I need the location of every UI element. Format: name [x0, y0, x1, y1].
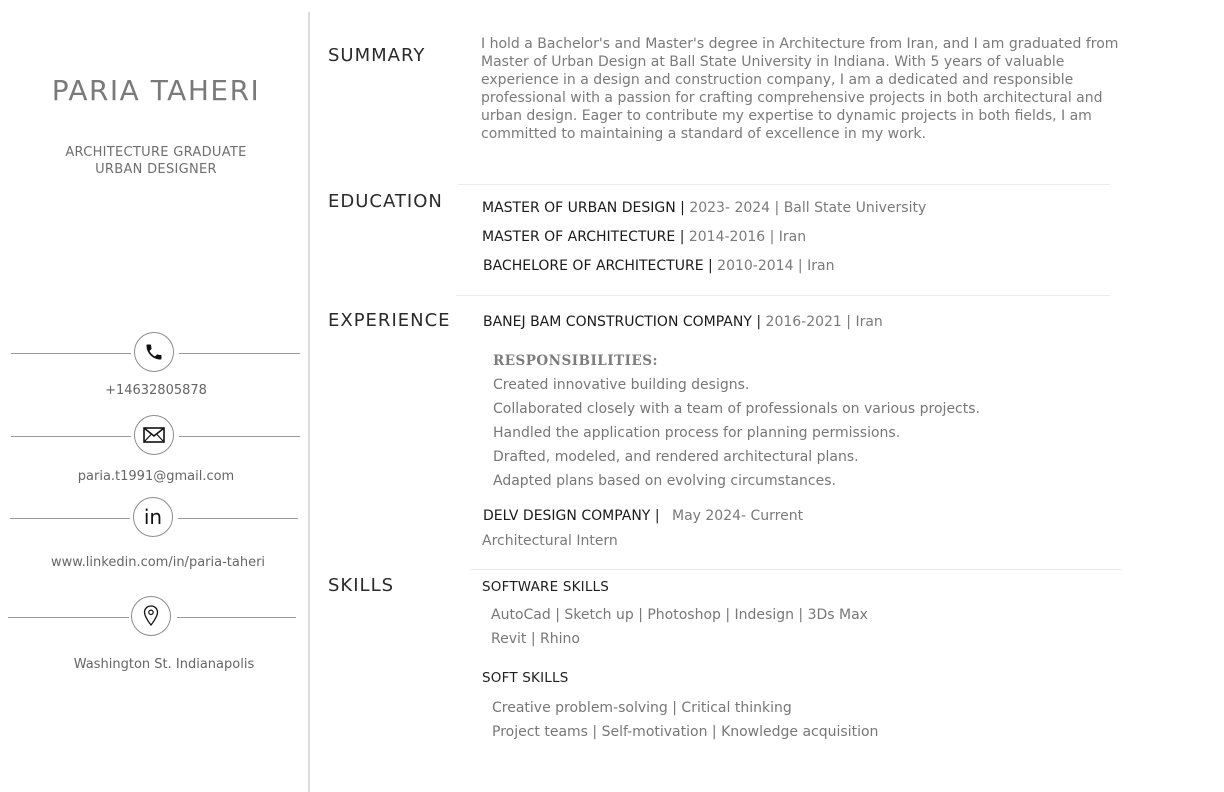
- separator: |: [756, 314, 762, 330]
- job-role: Architectural Intern: [482, 533, 618, 549]
- degree-details: 2014-2016 | Iran: [688, 229, 807, 245]
- linkedin-line-right: [178, 518, 298, 519]
- email-icon-circle[interactable]: [134, 415, 174, 455]
- soft-skills-line: Creative problem-solving | Critical thinking: [492, 700, 792, 716]
- software-skills-line: AutoCad | Sketch up | Photoshop | Indesign | 3Ds Max: [491, 607, 868, 623]
- envelope-icon: [143, 427, 165, 443]
- email-line-right: [179, 436, 300, 437]
- linkedin-icon: in: [143, 505, 163, 529]
- soft-skills-heading: SOFT SKILLS: [482, 670, 569, 686]
- phone-line-right: [179, 353, 300, 354]
- software-skills-heading: SOFTWARE SKILLS: [482, 579, 610, 595]
- linkedin-url[interactable]: www.linkedin.com/in/paria-taheri: [50, 555, 266, 570]
- phone-icon: [144, 342, 164, 362]
- education-item: [483, 258, 834, 274]
- responsibility-item: Adapted plans based on evolving circumstances.: [493, 473, 836, 489]
- education-heading: EDUCATION: [328, 191, 443, 212]
- company-name: BANEJ BAM CONSTRUCTION COMPANY: [483, 314, 752, 330]
- degree-name: MASTER OF URBAN DESIGN: [482, 200, 676, 216]
- experience-heading: EXPERIENCE: [328, 310, 451, 331]
- address: Washington St. Indianapolis: [73, 657, 255, 672]
- divider-experience: [470, 569, 1122, 570]
- phone-line-left: [11, 353, 131, 354]
- location-line-left: [8, 617, 129, 618]
- location-pin-icon: [143, 605, 159, 627]
- degree-details: 2023- 2024 | Ball State University: [689, 200, 927, 216]
- job-details: 2016-2021 | Iran: [765, 314, 883, 330]
- location-icon-circle: [131, 596, 171, 636]
- degree-name: MASTER OF ARCHITECTURE: [482, 229, 676, 245]
- responsibility-item: Handled the application process for planning permissions.: [493, 425, 901, 441]
- sidebar-divider: [308, 12, 310, 792]
- job-title-1: ARCHITECTURE GRADUATE: [65, 145, 247, 160]
- divider-education: [456, 295, 1110, 296]
- job-entry: [483, 314, 883, 330]
- company-name: DELV DESIGN COMPANY: [483, 508, 651, 524]
- phone-icon-circle[interactable]: [134, 332, 174, 372]
- skills-heading: SKILLS: [328, 575, 395, 596]
- email-line-left: [11, 436, 131, 437]
- degree-details: 2010-2014 | Iran: [717, 258, 835, 274]
- summary-heading: SUMMARY: [328, 45, 426, 66]
- degree-name: BACHELORE OF ARCHITECTURE: [483, 258, 704, 274]
- software-skills-line: Revit | Rhino: [491, 631, 580, 647]
- divider-summary: [458, 184, 1110, 185]
- separator: |: [679, 229, 685, 245]
- responsibility-item: Collaborated closely with a team of professionals on various projects.: [493, 401, 980, 417]
- linkedin-line-left: [10, 518, 130, 519]
- job-entry: [483, 508, 803, 524]
- phone-number[interactable]: +14632805878: [105, 383, 207, 398]
- education-item: [482, 229, 806, 245]
- separator: |: [680, 200, 685, 216]
- location-line-right: [177, 617, 296, 618]
- education-item: [482, 200, 926, 216]
- summary-text: I hold a Bachelor's and Master's degree in Architecture from Iran, and I am graduated from Master of Urban Design at Ball State University in Indiana. With 5 years of valuable experience in a design and construction company, I am a dedicated and responsible professional with a passion for crafting comprehensive projects in both architectural and urban design. Eager to contribute my expertise to dynamic projects in both fields, I am committed to maintaining a standard of excellence in my work.: [481, 36, 1119, 142]
- job-details: May 2024- Current: [671, 508, 804, 524]
- job-title-2: URBAN DESIGNER: [95, 162, 217, 177]
- responsibility-item: Drafted, modeled, and rendered architectural plans.: [493, 449, 859, 465]
- responsibilities-title: RESPONSIBILITIES:: [493, 353, 658, 369]
- separator: |: [708, 258, 713, 274]
- email-address[interactable]: paria.t1991@gmail.com: [77, 469, 235, 484]
- job-titles: [0, 144, 312, 178]
- person-name: PARIA TAHERI: [51, 74, 261, 107]
- linkedin-icon-circle[interactable]: [133, 497, 173, 537]
- separator: |: [654, 508, 660, 524]
- soft-skills-line: Project teams | Self-motivation | Knowledge acquisition: [492, 724, 879, 740]
- responsibility-item: Created innovative building designs.: [493, 377, 750, 393]
